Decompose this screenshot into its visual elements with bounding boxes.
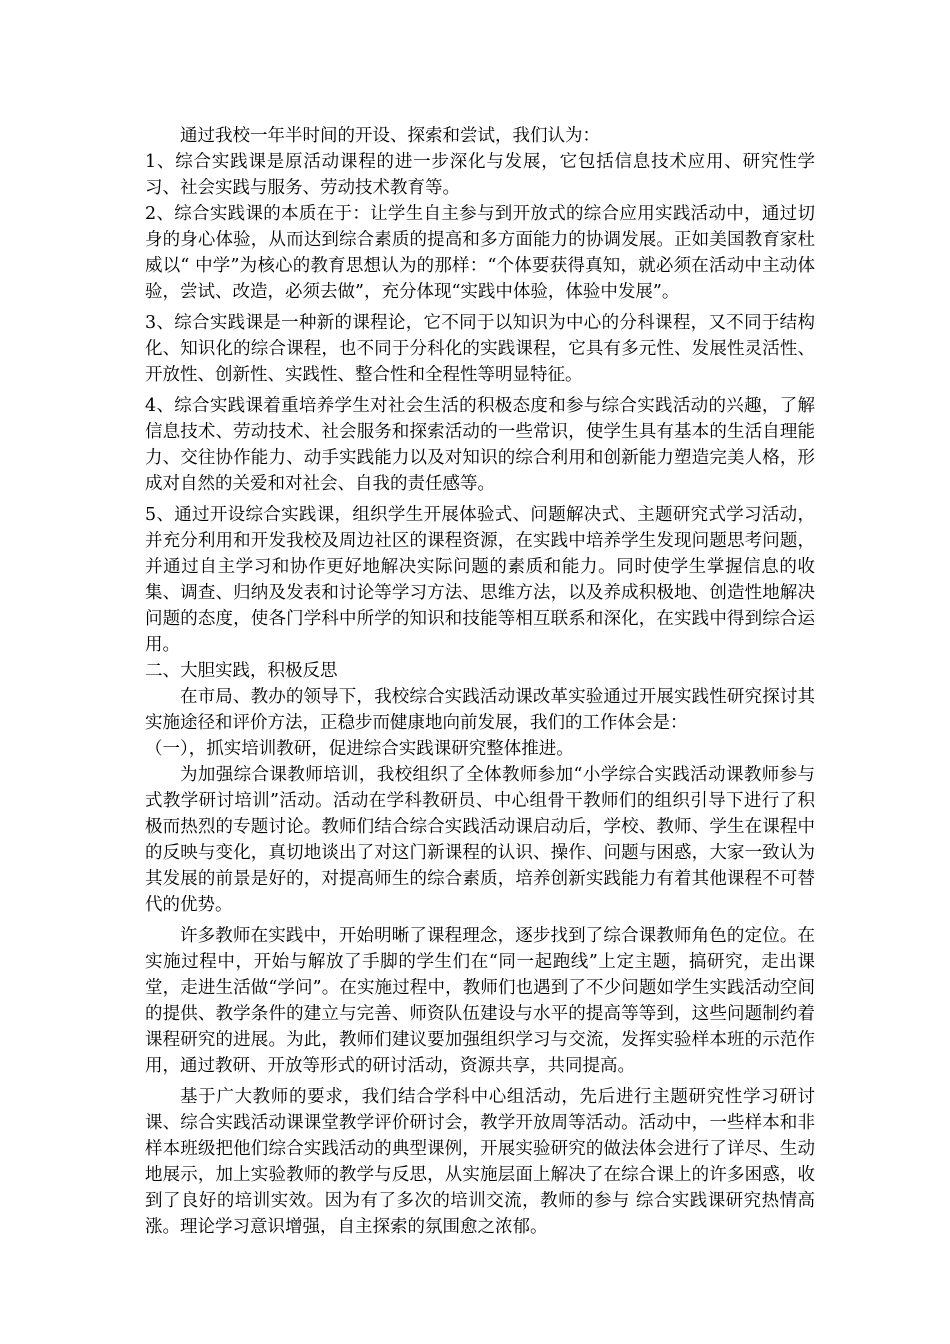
paragraph-intro: 通过我校一年半时间的开设、探索和尝试，我们认为： xyxy=(180,126,600,146)
document-body xyxy=(145,123,815,1240)
paragraph-point-4: 4、综合实践课着重培养学生对社会生活的积极态度和参与综合实践活动的兴趣，了解信息技术、劳动技术、社会服务和探索活动的一些常识，使学生具有基本的生活自理能力、交往协作能力、动手实践能力以及对知识的综合利用和创新能力塑造完美人格，形成对自然的关爱和对社会、自我的责任感等。 xyxy=(145,396,815,494)
paragraph-practice: 许多教师在实践中，开始明晰了课程理念，逐步找到了综合课教师角色的定位。在实施过程中，开始与解放了手脚的学生们在“同一起跑线”上定主题，搞研究，走出课堂，走进生活做“学问”。在实施过程中，教师们也遇到了不少问题如学生实践活动空间的提供、教学条件的建立与完善、师资队伍建设与水平的提高等等到，这些问题制约着课程研究的进展。为此，教师们建议要加强组织学习与交流，发挥实验样本班的示范作用，通过教研、开放等形式的研讨活动，资源共享，共同提高。 xyxy=(145,926,815,1076)
paragraph-point-3: 3、综合实践课是一种新的课程论，它不同于以知识为中心的分科课程，又不同于结构化、知识化的综合课程，也不同于分科化的实践课程，它具有多元性、发展性灵活性、开放性、创新性、实践性、整合性和全程性等明显特征。 xyxy=(145,313,815,385)
paragraph-training: 为加强综合课教师培训，我校组织了全体教师参加“小学综合实践活动课教师参与 式教学研讨培训”活动。活动在学科教研员、中心组骨干教师们的组织引导下进行了积极而热烈的专题讨论。教师们结合综合实践活动课启动后，学校、教师、学生在课程中的反映与变化，真切地谈出了对这门新课程的认识、操作、问题与困惑，大家一致认为其发展的前景是好的，对提高师生的综合素质，培养创新实践能力有着其他课程不可替代的优势。 xyxy=(145,765,815,915)
section-heading-2: 二、大胆实践，积极反思 xyxy=(145,661,338,681)
paragraph-section-intro: 在市局、教办的领导下，我校综合实践活动课改革实验通过开展实践性研究探讨其实施途径和评价方法，正稳步而健康地向前发展，我们的工作体会是： xyxy=(145,687,815,733)
subsection-heading-1: （一），抓实培训教研，促进综合实践课研究整体推进。 xyxy=(145,739,574,759)
paragraph-activities: 基于广大教师的要求，我们结合学科中心组活动，先后进行主题研究性学习研讨课、综合实践活动课课堂教学评价研讨会，教学开放周等活动。活动中，一些样本和非样本班级把他们综合实践活动的典型课例，开展实验研究的做法体会进行了详尽、生动地展示，加上实验教师的教学与反思，从实施层面上解决了在综合课上的许多困惑，收到了良好的培训实效。因为有了多次的培训交流，教师的参与 综合实践课研究热情高涨。理论学习意识增强，自主探索的氛围愈之浓郁。 xyxy=(145,1087,815,1237)
paragraph-point-5: 5、通过开设综合实践课，组织学生开展体验式、问题解决式、主题研究式学习活动，并充分利用和开发我校及周边社区的课程资源，在实践中培养学生发现问题思考问题，并通过自主学习和协作更好地解决实际问题的素质和能力。同时使学生掌握信息的收集、调查、归纳及发表和讨论等学习方法、思维方法，以及养成积极地、创造性地解决问题的态度，使各门学科中所学的知识和技能等相互联系和深化，在实践中得到综合运用。 xyxy=(145,505,815,655)
paragraph-point-1: 1、综合实践课是原活动课程的进一步深化与发展，它包括信息技术应用、研究性学习、社会实践与服务、劳动技术教育等。 xyxy=(145,152,815,198)
paragraph-point-2: 2、综合实践课的本质在于：让学生自主参与到开放式的综合应用实践活动中，通过切身的身心体验，从而达到综合素质的提高和多方面能力的协调发展。正如美国教育家杜威以“ 中学”为核心的教育思想认为的那样：“个体要获得真知，就必须在活动中主动体验，尝试、改造，必须去做”，充分体现“实践中体验，体验中发展”。 xyxy=(145,204,815,302)
